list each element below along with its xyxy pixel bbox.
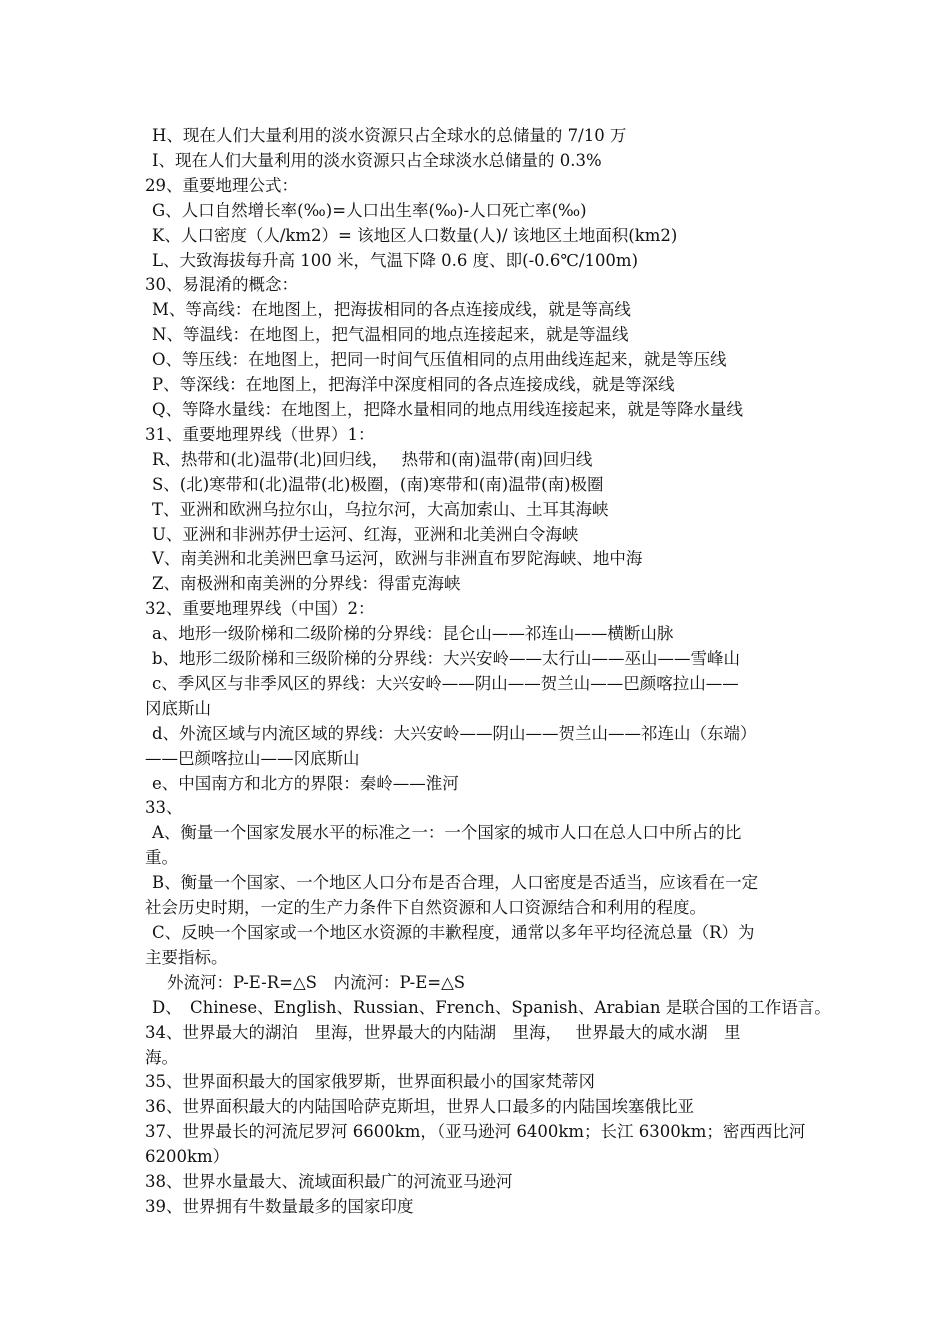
text-line: N、等温线：在地图上，把气温相同的地点连接起来，就是等温线: [152, 325, 629, 345]
text-line: U、亚洲和非洲苏伊士运河、红海，亚洲和北美洲白令海峡: [152, 524, 579, 544]
text-line: 39、世界拥有牛数量最多的国家印度: [145, 1196, 414, 1216]
text-line: B、衡量一个国家、一个地区人口分布是否合理，人口密度是否适当，应该看在一定: [152, 873, 759, 893]
document-page: [145, 124, 840, 1220]
text-line: d、外流区域与内流区域的界线：大兴安岭——阴山——贺兰山——祁连山（东端）: [152, 723, 757, 743]
text-line: a、地形一级阶梯和二级阶梯的分界线：昆仑山——祁连山——横断山脉: [152, 624, 674, 644]
text-line: G、人口自然增长率(‰)=人口出生率(‰)-人口死亡率(‰): [152, 200, 587, 220]
text-line: 34、世界最大的湖泊 里海，世界最大的内陆湖 里海， 世界最大的咸水湖 里: [145, 1022, 741, 1042]
text-line: 主要指标。: [145, 947, 228, 967]
text-line: 36、世界面积最大的内陆国哈萨克斯坦，世界人口最多的内陆国埃塞俄比亚: [145, 1097, 694, 1117]
text-line: ——巴颜喀拉山——冈底斯山: [145, 748, 360, 768]
text-line: Z、南极洲和南美洲的分界线：得雷克海峡: [152, 574, 461, 594]
text-line: 35、世界面积最大的国家俄罗斯，世界面积最小的国家梵蒂冈: [145, 1072, 595, 1092]
text-line: C、反映一个国家或一个地区水资源的丰歉程度，通常以多年平均径流总量（R）为: [152, 923, 755, 942]
text-line: b、地形二级阶梯和三级阶梯的分界线：大兴安岭——太行山——巫山——雪峰山: [152, 649, 741, 669]
text-line: O、等压线：在地图上，把同一时间气压值相同的点用曲线连起来，就是等压线: [152, 350, 727, 370]
text-line: c、季风区与非季风区的界线：大兴安岭——阴山——贺兰山——巴颜喀拉山——: [152, 673, 739, 693]
text-line: P、等深线：在地图上，把海洋中深度相同的各点连接成线，就是等深线: [152, 375, 675, 395]
text-line: I、现在人们大量利用的淡水资源只占全球淡水总储量的 0.3%: [152, 150, 602, 170]
text-line: T、亚洲和欧洲乌拉尔山，乌拉尔河，大高加索山、土耳其海峡: [152, 499, 609, 519]
text-line: 冈底斯山: [145, 698, 211, 718]
text-line: Q、等降水量线：在地图上，把降水量相同的地点用线连接起来，就是等降水量线: [152, 399, 744, 419]
text-line: D、 Chinese、English、Russian、French、Spanish、Arabian 是联合国的工作语言。: [152, 997, 831, 1017]
text-line: H、现在人们大量利用的淡水资源只占全球水的总储量的 7/10 万: [152, 126, 627, 145]
text-line: K、人口密度（人/km2）= 该地区人口数量(人)/ 该地区土地面积(km2): [152, 225, 678, 245]
text-line: 6200km）: [145, 1147, 230, 1167]
text-line: 37、世界最长的河流尼罗河 6600km，（亚马逊河 6400km；长江 6300km；密西西比河: [145, 1122, 806, 1142]
text-line: 33、: [145, 798, 183, 818]
text-line: 31、重要地理界线（世界）1：: [145, 424, 375, 444]
text-line: 社会历史时期，一定的生产力条件下自然资源和人口资源结合和利用的程度。: [145, 898, 706, 918]
text-line: 38、世界水量最大、流域面积最广的河流亚马逊河: [145, 1172, 513, 1192]
text-line: e、中国南方和北方的界限：秦岭——淮河: [152, 773, 459, 793]
text-line: 重。: [145, 848, 178, 868]
text-line: A、衡量一个国家发展水平的标准之一：一个国家的城市人口在总人口中所占的比: [152, 823, 742, 843]
text-line: V、南美洲和北美洲巴拿马运河，欧洲与非洲直布罗陀海峡、地中海: [152, 549, 643, 569]
text-line: M、等高线：在地图上，把海拔相同的各点连接成线，就是等高线: [152, 300, 631, 320]
text-line: S、(北)寒带和(北)温带(北)极圈，(南)寒带和(南)温带(南)极圈: [152, 474, 604, 494]
text-line: 海。: [145, 1047, 178, 1067]
text-line: 32、重要地理界线（中国）2：: [145, 599, 375, 619]
text-line: 外流河：P-E-R=△S 内流河：P-E=△S: [167, 972, 466, 992]
text-line: L、大致海拔每升高 100 米，气温下降 0.6 度、即(-0.6℃/100m): [152, 250, 639, 270]
text-line: 29、重要地理公式：: [145, 175, 298, 195]
text-line: 30、易混淆的概念：: [145, 275, 298, 295]
text-line: R、热带和(北)温带(北)回归线， 热带和(南)温带(南)回归线: [152, 449, 593, 469]
